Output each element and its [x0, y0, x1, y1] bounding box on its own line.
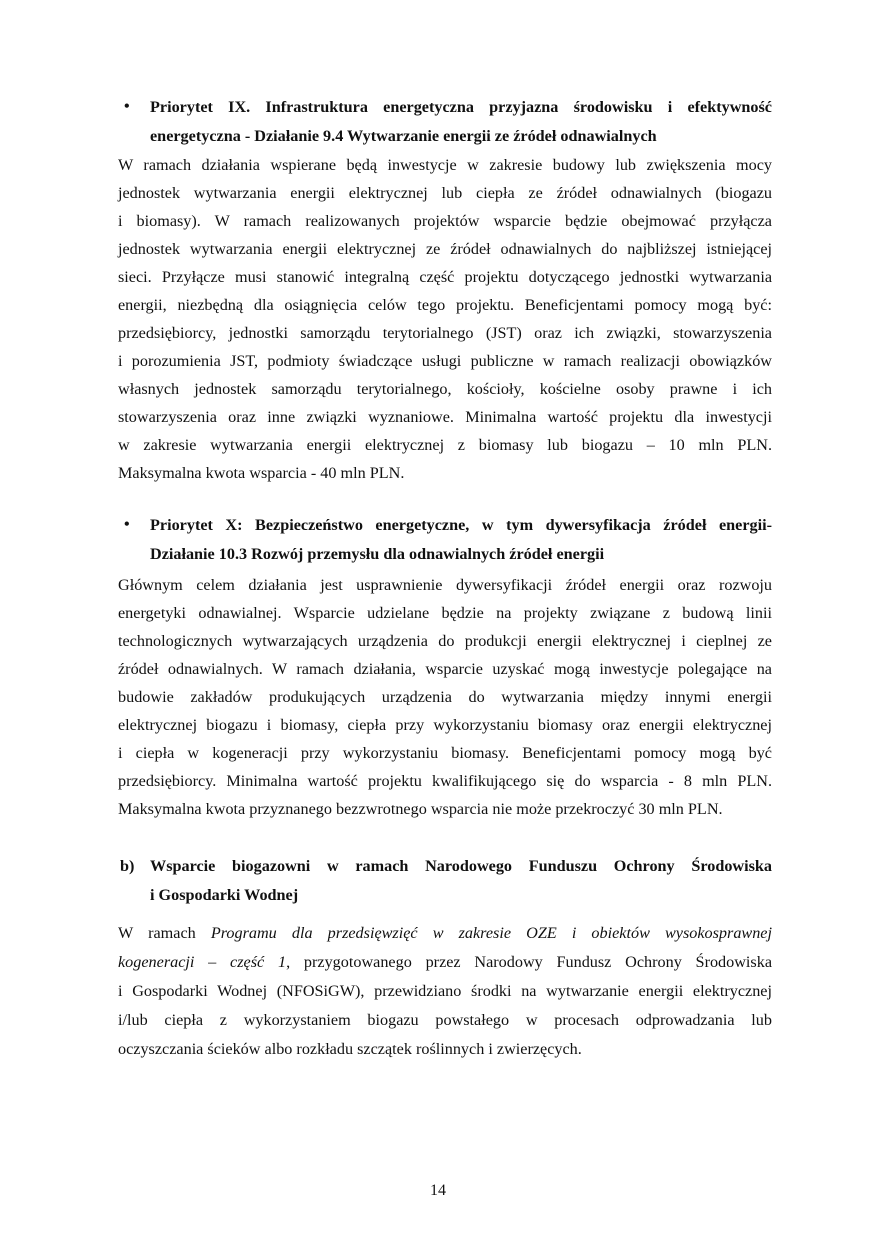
- bullet-marker: •: [124, 98, 130, 115]
- section-heading-line: Działanie 10.3 Rozwój przemysłu dla odnawialnych źródeł energii: [150, 545, 605, 563]
- paragraph-line: budowie zakładów produkujących urządzenia do wytwarzania między innymi energii: [118, 688, 772, 706]
- section-heading-line: Priorytet X: Bezpieczeństwo energetyczne, w tym dywersyfikacja źródeł energii-: [150, 516, 772, 534]
- bullet-marker: •: [124, 516, 130, 533]
- paragraph-line: przedsiębiorcy. Minimalna wartość projektu kwalifikującego się do wsparcia - 8 mln PLN.: [118, 772, 772, 790]
- paragraph-line: [118, 952, 772, 972]
- paragraph-line: elektrycznej biogazu i biomasy, ciepła przy wykorzystaniu biomasy oraz energii elektrycznej: [118, 716, 772, 734]
- paragraph-line: W ramach działania wspierane będą inwestycje w zakresie budowy lub zwiększenia mocy: [118, 156, 772, 174]
- paragraph-line: Maksymalna kwota wsparcia - 40 mln PLN.: [118, 464, 405, 482]
- section-heading-line: i Gospodarki Wodnej: [150, 886, 299, 904]
- paragraph-line: i porozumienia JST, podmioty świadczące usługi publiczne w ramach realizacji obowiązków: [118, 352, 772, 370]
- text-run: , przygotowanego przez Narodowy Fundusz Ochrony Środowiska: [286, 953, 773, 971]
- paragraph-line: [118, 923, 772, 943]
- paragraph-line: i/lub ciepła z wykorzystaniem biogazu powstałego w procesach odprowadzania lub: [118, 1011, 772, 1029]
- paragraph-line: i Gospodarki Wodnej (NFOSiGW), przewidziano środki na wytwarzanie energii elektrycznej: [118, 982, 772, 1000]
- page-number: 14: [430, 1182, 446, 1199]
- paragraph-line: i ciepła w kogeneracji przy wykorzystaniu biomasy. Beneficjentami pomocy mogą być: [118, 744, 772, 762]
- paragraph-line: przedsiębiorcy, jednostki samorządu terytorialnego (JST) oraz ich związki, stowarzyszenia: [118, 324, 772, 342]
- paragraph-line: jednostek wytwarzania energii elektrycznej lub ciepła ze źródeł odnawialnych (biogazu: [118, 184, 772, 202]
- paragraph-line: jednostek wytwarzania energii elektrycznej ze źródeł odnawialnych do najbliższej istniejącej: [118, 240, 772, 258]
- paragraph-line: w zakresie wytwarzania energii elektrycznej z biomasy lub biogazu – 10 mln PLN.: [118, 436, 772, 454]
- section-heading-line: Wsparcie biogazowni w ramach Narodowego Funduszu Ochrony Środowiska: [150, 857, 772, 875]
- section-heading-line: Priorytet IX. Infrastruktura energetyczna przyjazna środowisku i efektywność: [150, 98, 772, 116]
- paragraph-line: Głównym celem działania jest usprawnienie dywersyfikacji źródeł energii oraz rozwoju: [118, 576, 772, 594]
- section-letter-label: b): [120, 857, 135, 875]
- paragraph-line: Maksymalna kwota przyznanego bezzwrotnego wsparcia nie może przekroczyć 30 mln PLN.: [118, 800, 723, 818]
- paragraph-line: i biomasy). W ramach realizowanych projektów wsparcie będzie obejmować przyłącza: [118, 212, 772, 230]
- paragraph-line: sieci. Przyłącze musi stanowić integralną część projektu dotyczącego jednostki wytwarzania: [118, 268, 772, 286]
- paragraph-line: technologicznych wytwarzających urządzenia do produkcji energii elektrycznej i cieplnej ze: [118, 632, 772, 650]
- paragraph-line: stowarzyszenia oraz inne związki wyznaniowe. Minimalna wartość projektu dla inwestycji: [118, 408, 772, 426]
- paragraph-line: energii, niezbędną dla osiągnięcia celów tego projektu. Beneficjentami pomocy mogą być:: [118, 296, 772, 314]
- paragraph-line: źródeł odnawialnych. W ramach działania, wsparcie uzyskać mogą inwestycje polegające na: [118, 660, 772, 678]
- paragraph-line: własnych jednostek samorządu terytorialnego, kościoły, kościelne osoby prawne i ich: [118, 380, 772, 398]
- paragraph-line: energetyki odnawialnej. Wsparcie udzielane będzie na projekty związane z budową linii: [118, 604, 772, 622]
- program-title-italic: Programu dla przedsięwzięć w zakresie OZE i obiektów wysokosprawnej: [210, 924, 772, 942]
- program-title-italic: kogeneracji – część 1: [118, 953, 287, 971]
- section-heading-line: energetyczna - Działanie 9.4 Wytwarzanie energii ze źródeł odnawialnych: [150, 127, 657, 145]
- paragraph-line: oczyszczania ścieków albo rozkładu szczątek roślinnych i zwierzęcych.: [118, 1040, 582, 1058]
- text-run: W ramach: [118, 924, 211, 942]
